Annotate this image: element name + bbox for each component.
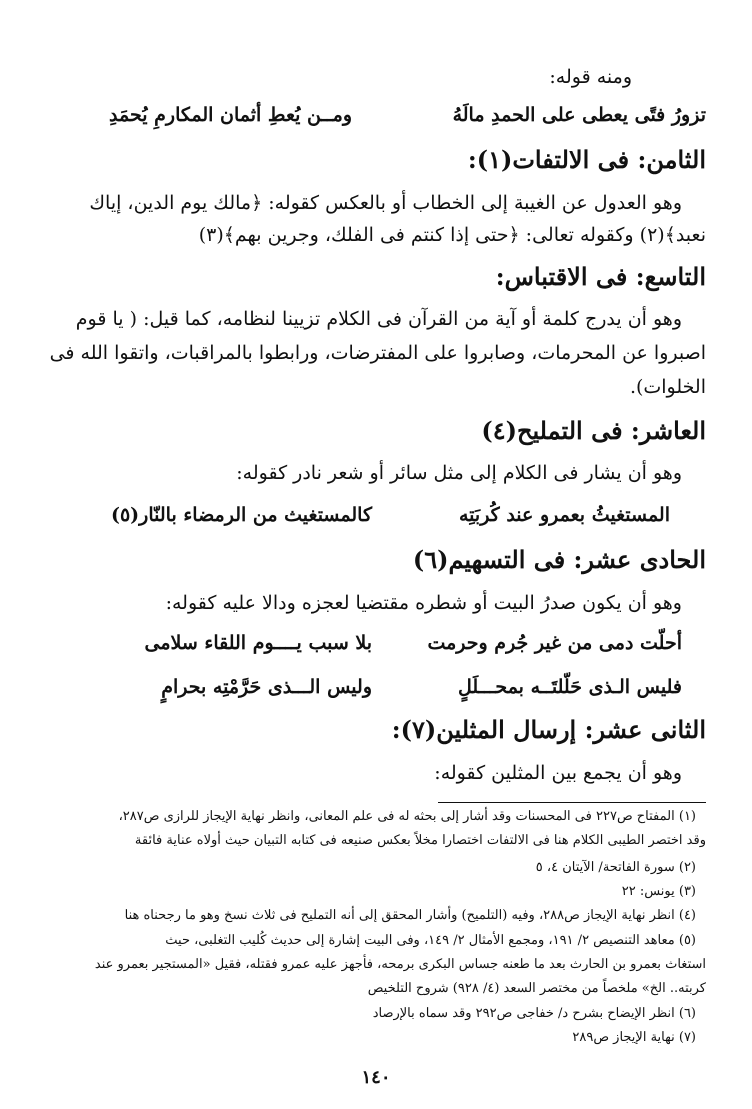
paragraph-iltifat-line-1: وهو العدول عن الغيبة إلى الخطاب أو بالعكس كقوله: ﴿مالك يوم الدين، إياك [89,192,682,214]
footnote-7: (٧) نهاية الإيجاز ص٢٨٩ [572,1030,696,1045]
verse-4-first-hemistich: فليس الـذى حَلّلتَــه بمحـــلَلٍ [458,676,682,698]
footnote-5-line-3: كربته.. الخ» ملخصاً من مختصر السعد (٤/ ٩٢٨) شروح التلخيص [367,981,706,996]
heading-tamlih: العاشر: فى التمليح(٤) [481,416,706,445]
paragraph-irsal-al-mathalayn: وهو أن يجمع بين المثلين كقوله: [434,762,682,784]
heading-iltifat: الثامن: فى الالتفات(١): [467,145,706,174]
verse-2-first-hemistich: المستغيثُ بعمرو عند كُربَتِه [458,504,670,526]
heading-iqtibas: التاسع: فى الاقتباس: [495,262,706,291]
footnote-1-line-1: (١) المفتاح ص٢٢٧ فى المحسنات وقد أشار إلى بحثه له فى علم المعانى، وانظر نهاية الإيجاز للرازى ص٢٨٧، [118,809,696,824]
verse-1-second-hemistich: ومــن يُعطِ أثمان المكارمِ يُحمَدِ [109,104,352,126]
footnote-5-line-1: (٥) معاهد التنصيص ٢/ ١٩١، ومجمع الأمثال ٢/ ١٤٩، وفى البيت إشارة إلى حديث كُليب التغلبى، حيث [165,933,696,948]
footnote-4: (٤) انظر نهاية الإيجاز ص٢٨٨، وفيه (التلميح) وأشار المحقق إلى أنه التمليح فى ثلاث نسخ وهو ما رجحناه هنا [124,908,696,923]
heading-tashim: الحادى عشر: فى التسهيم(٦) [412,545,706,574]
verse-4-second-hemistich: وليس الـــذى حَرَّمْتِه بحرامٍ [161,676,372,698]
verse-3-first-hemistich: أحلّت دمى من غير جُرم وحرمت [427,632,682,654]
verse-3-second-hemistich: بلا سبب يــــوم اللقاء سلامى [144,632,372,654]
paragraph-iltifat-line-2: نعبد﴾(٢) وكقوله تعالى: ﴿حتى إذا كنتم فى الفلك، وجرين بهم﴾(٣) [198,224,706,246]
verse-1-first-hemistich: تزورُ فتًى يعطى على الحمدِ مالَهُ [452,104,706,126]
heading-irsal-al-mathalayn: الثانى عشر: إرسال المثلين(٧): [391,715,706,744]
footnote-5-line-2: استغاث بعمرو بن الحارث بعد ما طعنه جساس البكرى برمحه، فأجهز عليه عمرو فقتله، فقيل «المستجير بعمرو عند [94,957,706,972]
paragraph-tashim: وهو أن يكون صدرُ البيت أو شطره مقتضيا لعجزه ودالا عليه كقوله: [165,592,682,614]
paragraph-iqtibas-line-3: الخلوات). [629,376,706,398]
paragraph-iqtibas-line-2: اصبروا عن المحرمات، وصابروا على المفترضات، ورابطوا بالمراقبات، واتقوا الله فى [49,342,706,364]
paragraph-iqtibas-line-1: وهو أن يدرج كلمة أو آية من القرآن فى الكلام تزيينا لنظامه، كما قيل: ( يا قوم [75,308,682,330]
page-number: ١٤٠ [361,1067,391,1088]
footnote-3: (٣) يونس: ٢٢ [621,884,696,899]
paragraph-tamlih: وهو أن يشار فى الكلام إلى مثل سائر أو شعر نادر كقوله: [236,462,682,484]
verse-2-second-hemistich: كالمستغيث من الرمضاء بالنّار(٥) [110,504,372,526]
footnote-1-line-2: وقد اختصر الطيبى الكلام هنا فى الالتفات اختصارا مخلاً بعكس صنيعه فى كتابه التبيان حيث أولاه عناية فائقة [134,833,706,848]
footnote-6: (٦) انظر الإيضاح بشرح د/ خفاجى ص٢٩٢ وقد سماه بالإرصاد [372,1006,696,1021]
intro-text: ومنه قوله: [549,66,632,88]
footnote-2: (٢) سورة الفاتحة/ الآيتان ٤، ٥ [535,860,696,875]
footnote-separator [438,802,706,803]
